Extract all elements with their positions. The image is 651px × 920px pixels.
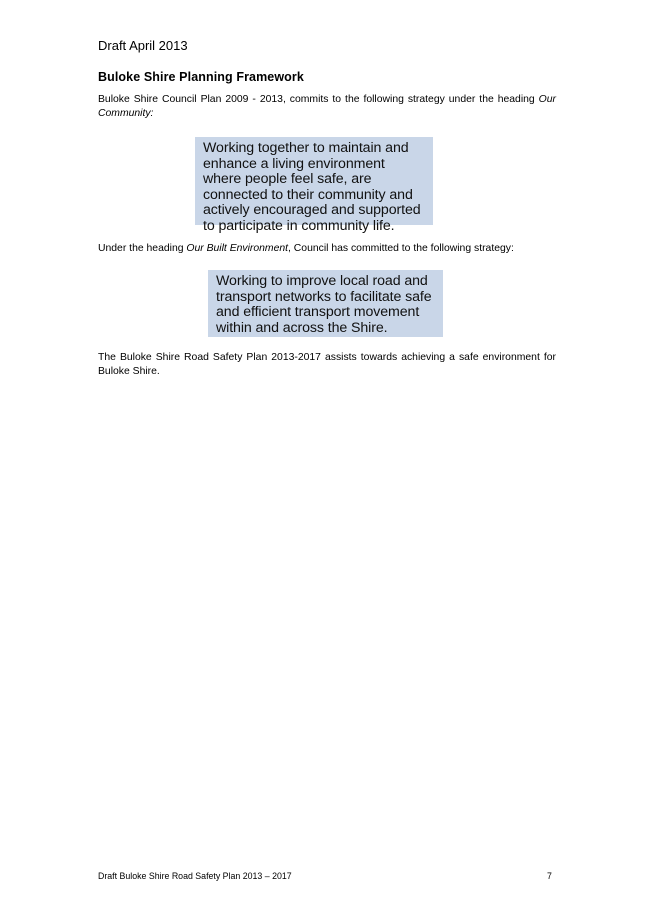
quote-line: Working together to maintain and (203, 140, 409, 156)
quote-line: enhance a living environment (203, 155, 385, 172)
paragraph-road-safety-plan: The Buloke Shire Road Safety Plan 2013-2017 assists towards achieving a safe environment for Buloke Shire. (98, 352, 556, 377)
strategy-quote-community (195, 137, 433, 234)
quote-line: Working to improve local road and (216, 273, 428, 289)
quote-line: connected to their community and (203, 186, 413, 203)
heading-reference: Our Community: (98, 94, 556, 119)
quote-line: where people feel safe, are (203, 171, 372, 188)
quote-line: within and across the Shire. (216, 319, 388, 336)
paragraph-text: , Council has committed to the following strategy: (288, 243, 514, 254)
paragraph-text: Under the heading (98, 243, 187, 254)
page-footer-title: Draft Buloke Shire Road Safety Plan 2013 – 2017 (98, 871, 292, 881)
quote-line: and efficient transport movement (216, 304, 420, 321)
paragraph-text: Buloke Shire Council Plan 2009 - 2013, commits to the following strategy under the heading (98, 94, 539, 105)
paragraph-council-plan (98, 93, 556, 121)
strategy-quote-built-environment (208, 270, 443, 337)
quote-line: transport networks to facilitate safe (216, 288, 432, 305)
page-header: Draft April 2013 (98, 38, 188, 53)
section-heading: Buloke Shire Planning Framework (98, 70, 304, 84)
quote-line: to participate in community life. (203, 217, 395, 234)
paragraph-built-environment (98, 242, 556, 256)
heading-reference: Our Built Environment (186, 243, 289, 254)
page-number: 7 (547, 871, 552, 881)
quote-line: actively encouraged and supported (203, 202, 421, 219)
